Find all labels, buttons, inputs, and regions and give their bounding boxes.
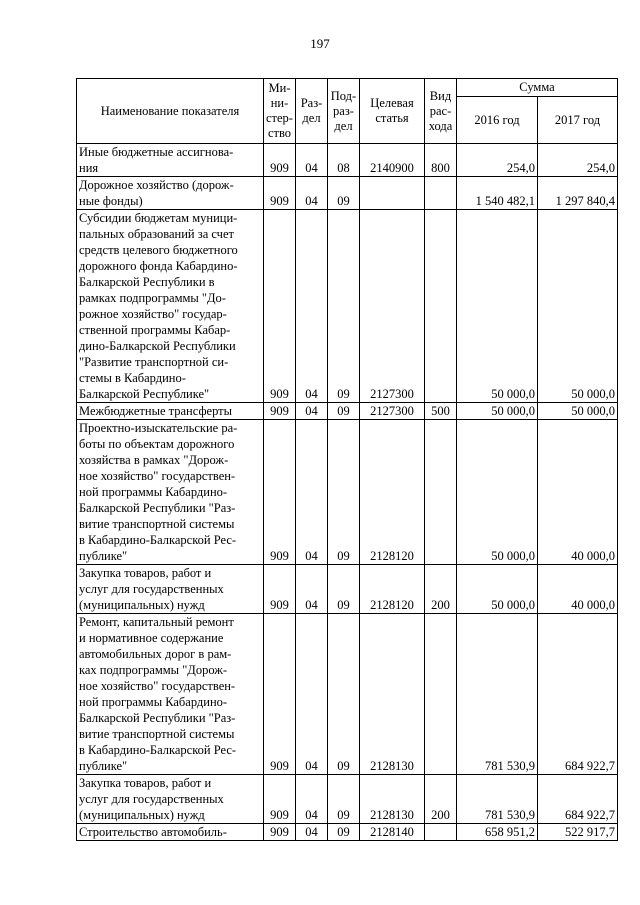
row-expense-type: 500	[425, 403, 457, 420]
row-name: Иные бюджетные ассигнова- ния	[77, 144, 264, 177]
table-row	[77, 210, 618, 403]
row-name: Субсидии бюджетам муници- пальных образований за счет средств целевого бюджетного дорожного фонда Кабардино- Балкарской Республики в рамках подпрограммы "До- рожное хозяйство" государ- ственной программы Кабар- дино-Балкарской Республики "Развитие транспортной си- стемы в Кабардино- Балкарской Республике"	[77, 210, 264, 403]
row-value-2017: 684 922,7	[538, 775, 618, 824]
row-subsection: 09	[328, 775, 360, 824]
row-subsection: 09	[328, 177, 360, 210]
row-subsection: 09	[328, 565, 360, 614]
header-ministry: Ми- ни- стер- ство	[264, 79, 296, 144]
table-row	[77, 420, 618, 565]
row-target: 2128140	[360, 824, 425, 841]
row-value-2016: 50 000,0	[457, 565, 538, 614]
row-name: Закупка товаров, работ и услуг для государственных (муниципальных) нужд	[77, 775, 264, 824]
table-row	[77, 614, 618, 775]
header-name: Наименование показателя	[77, 79, 264, 144]
table-row	[77, 177, 618, 210]
header-target: Целевая статья	[360, 79, 425, 144]
row-target: 2127300	[360, 210, 425, 403]
row-section: 04	[296, 614, 328, 775]
row-value-2017: 254,0	[538, 144, 618, 177]
row-target	[360, 177, 425, 210]
row-subsection: 09	[328, 824, 360, 841]
row-value-2016: 1 540 482,1	[457, 177, 538, 210]
row-expense-type: 200	[425, 775, 457, 824]
row-ministry: 909	[264, 177, 296, 210]
row-subsection: 09	[328, 614, 360, 775]
row-ministry: 909	[264, 614, 296, 775]
header-expense-type: Вид рас- хода	[425, 79, 457, 144]
row-name: Проектно-изыскательские ра- боты по объектам дорожного хозяйства в рамках "Дорож- ное хозяйство" государствен- ной программы Кабардино- Балкарской Республики "Раз- витие транспортной системы в Кабардино-Балкарской Рес- публике"	[77, 420, 264, 565]
budget-table	[76, 78, 618, 841]
row-target: 2128120	[360, 420, 425, 565]
table-row	[77, 144, 618, 177]
row-value-2016: 658 951,2	[457, 824, 538, 841]
row-target: 2140900	[360, 144, 425, 177]
table-row	[77, 565, 618, 614]
row-value-2016: 50 000,0	[457, 210, 538, 403]
row-section: 04	[296, 775, 328, 824]
row-value-2017: 50 000,0	[538, 210, 618, 403]
row-value-2016: 50 000,0	[457, 403, 538, 420]
row-value-2017: 40 000,0	[538, 565, 618, 614]
row-section: 04	[296, 420, 328, 565]
row-ministry: 909	[264, 420, 296, 565]
row-target: 2127300	[360, 403, 425, 420]
row-expense-type	[425, 420, 457, 565]
row-target: 2128130	[360, 614, 425, 775]
table-row	[77, 403, 618, 420]
row-expense-type: 800	[425, 144, 457, 177]
table-row	[77, 775, 618, 824]
row-ministry: 909	[264, 565, 296, 614]
page-number: 197	[310, 36, 330, 51]
row-subsection: 09	[328, 403, 360, 420]
row-section: 04	[296, 210, 328, 403]
row-section: 04	[296, 177, 328, 210]
row-expense-type	[425, 177, 457, 210]
row-name: Дорожное хозяйство (дорож- ные фонды)	[77, 177, 264, 210]
header-subsection: Под- раз- дел	[328, 79, 360, 144]
row-ministry: 909	[264, 210, 296, 403]
row-subsection: 09	[328, 210, 360, 403]
row-ministry: 909	[264, 144, 296, 177]
header-sum: Сумма	[457, 79, 618, 97]
row-value-2016: 254,0	[457, 144, 538, 177]
row-subsection: 08	[328, 144, 360, 177]
row-value-2017: 1 297 840,4	[538, 177, 618, 210]
row-ministry: 909	[264, 403, 296, 420]
row-ministry: 909	[264, 775, 296, 824]
row-ministry: 909	[264, 824, 296, 841]
table-row	[77, 824, 618, 841]
row-value-2017: 522 917,7	[538, 824, 618, 841]
row-section: 04	[296, 144, 328, 177]
row-expense-type	[425, 614, 457, 775]
row-name: Ремонт, капитальный ремонт и нормативное содержание автомобильных дорог в рам- ках подпрограммы "Дорож- ное хозяйство" государствен- ной программы Кабардино- Балкарской Республики "Раз- витие транспортной системы в Кабардино-Балкарской Рес- публике"	[77, 614, 264, 775]
header-year-2017: 2017 год	[538, 97, 618, 144]
row-target: 2128120	[360, 565, 425, 614]
row-subsection: 09	[328, 420, 360, 565]
row-expense-type	[425, 210, 457, 403]
row-value-2016: 50 000,0	[457, 420, 538, 565]
row-expense-type: 200	[425, 565, 457, 614]
row-target: 2128130	[360, 775, 425, 824]
row-expense-type	[425, 824, 457, 841]
row-section: 04	[296, 565, 328, 614]
row-section: 04	[296, 403, 328, 420]
row-value-2017: 50 000,0	[538, 403, 618, 420]
row-value-2016: 781 530,9	[457, 614, 538, 775]
header-year-2016: 2016 год	[457, 97, 538, 144]
row-value-2016: 781 530,9	[457, 775, 538, 824]
row-value-2017: 40 000,0	[538, 420, 618, 565]
row-value-2017: 684 922,7	[538, 614, 618, 775]
header-section: Раз- дел	[296, 79, 328, 144]
row-name: Межбюджетные трансферты	[77, 403, 264, 420]
row-name: Строительство автомобиль-	[77, 824, 264, 841]
row-section: 04	[296, 824, 328, 841]
row-name: Закупка товаров, работ и услуг для государственных (муниципальных) нужд	[77, 565, 264, 614]
